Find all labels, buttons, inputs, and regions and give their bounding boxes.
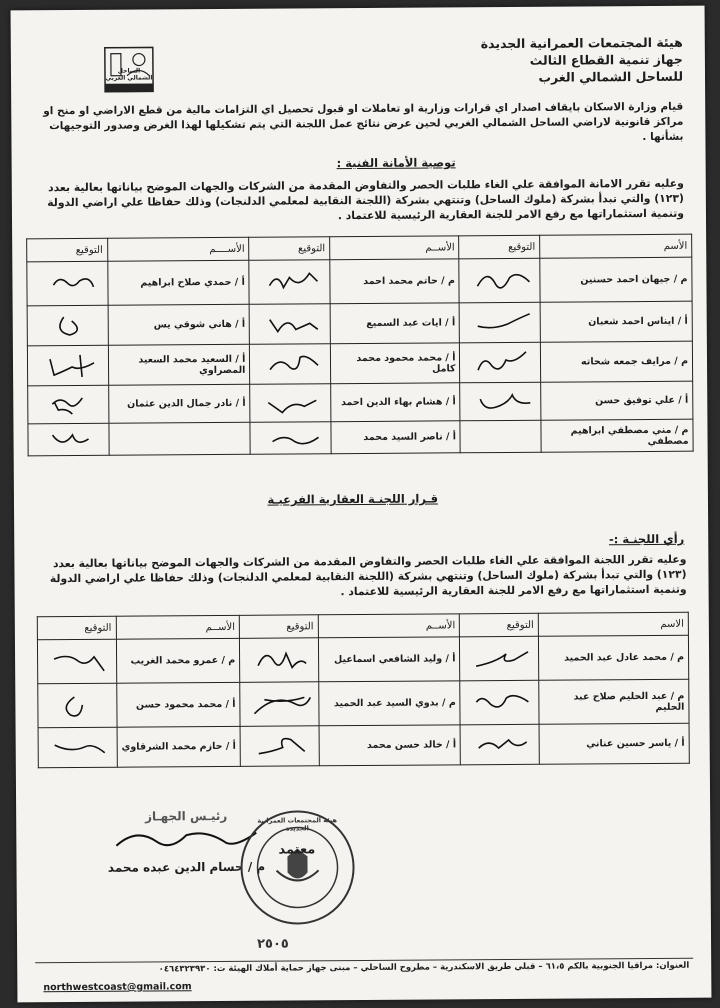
signature: [37, 639, 116, 684]
col-header-name-b: الأســم: [318, 614, 460, 638]
signature: [460, 420, 541, 453]
col-header-name-b: الأســم: [330, 236, 460, 260]
section2-heading: قـرار اللجنـة العقارية الفرعيـة: [267, 491, 439, 507]
table-row: [27, 301, 692, 346]
col-header-name-c: الأســــم: [107, 237, 249, 261]
signature: [250, 344, 331, 385]
table-row: [28, 381, 693, 424]
member-name: أ / ايناس احمد شعبان: [540, 301, 692, 342]
member-name: [109, 422, 251, 455]
section1-paragraph: وعليه تقرر الامانة الموافقة علي الغاء طلبات الحصر والتفاوض المقدمة من الشركات والجهات الموضح بياناتها بعالية بعدد (١٢٣) والتي تبدأ بشركة (ملوك الساحل) وتنتهي بشركة (اللجنة النقابية لمعلمي الدلنجات) وذلك حفاظا علي اراضي الدولة وتنمية استثماراتها مع رفع الامر للجنة العقارية الرئيسية للاعتماد .: [47, 176, 685, 223]
col-header-sign: التوقيع: [459, 235, 540, 259]
member-name: م / مرايف جمعه شحاته: [540, 341, 692, 382]
col-header-sign-c: التوقيع: [27, 238, 108, 262]
member-name: م / عبد الحليم صلاح عبد الحليم: [539, 679, 689, 724]
table-row: [37, 635, 688, 684]
member-name: أ / ايات عبد السميع: [330, 303, 460, 344]
signature: [28, 385, 109, 424]
signature: [460, 724, 539, 765]
signature: [460, 302, 541, 343]
signature: [460, 636, 539, 681]
member-name: أ / حمدي صلاح ابراهيم: [107, 260, 249, 305]
table-row: [28, 419, 693, 456]
signature: [249, 260, 330, 305]
member-name: م / جيهان احمد حسنين: [540, 257, 692, 302]
footer-address: العنوان: مراقيا الجنوبية بالكم ٦١،٥ – قبلي طريق الاسكندرية – مطروح الساحلي – مبنى جهاز حماية أملاك الهيئة ت: ٠٤٦٤٣٢٣٩٣٠: [158, 960, 690, 975]
signature: [27, 345, 108, 386]
letterhead: [343, 34, 683, 87]
signature: [460, 382, 541, 421]
seal-text: هيئة المجتمعات العمرانية الجديدة: [257, 816, 338, 833]
signature: [28, 423, 109, 456]
signature: [460, 680, 539, 725]
committee-table-2: [37, 612, 690, 769]
signature: [240, 638, 319, 683]
opinion-heading: رأي اللجنـة :-: [608, 531, 685, 547]
signature: [250, 422, 331, 455]
member-name: أ / خالد حسن محمد: [319, 725, 461, 766]
member-name: أ / هشام بهاء الدين احمد: [331, 383, 461, 422]
approval-stamp: معتمد: [278, 842, 316, 858]
signature: [38, 683, 117, 728]
table-row: [38, 679, 689, 728]
letterhead-line-2: جهاز تنمية القطاع الثالث: [529, 51, 683, 68]
member-name: م / حاتم محمد احمد: [330, 259, 460, 304]
signoff-title: رئيـس الجهـاز: [144, 808, 228, 824]
signature: [38, 727, 117, 768]
col-header-sign: التوقيع: [460, 613, 539, 637]
section1-heading: توصية الأمانة الفنية :: [336, 155, 456, 171]
footer-email: northwestcoast@gmail.com: [43, 981, 192, 994]
member-name: م / مني مصطفي ابراهيم مصطفي: [541, 419, 693, 452]
signature: [27, 305, 108, 346]
member-name: م / محمد عادل عبد الحميد: [538, 635, 688, 680]
member-name: أ / وليد الشافعي اسماعيل: [318, 637, 460, 682]
signature: [249, 304, 330, 345]
letterhead-line-3: للساحل الشمالي الغرب: [538, 68, 684, 85]
signature: [27, 261, 108, 306]
member-name: أ / محمد محمود حسن: [116, 682, 240, 727]
col-header-name: الأسم: [540, 234, 692, 258]
member-name: أ / السعيد محمد السعيد المصراوي: [108, 344, 250, 385]
member-name: أ / حازم محمد الشرقاوي: [117, 726, 241, 767]
member-name: أ / ناصر السيد محمد: [331, 421, 461, 454]
table-row: [27, 341, 692, 386]
col-header-sign-c: التوقيع: [37, 616, 116, 640]
col-header-name: الاسم: [538, 612, 688, 636]
signature: [240, 726, 319, 767]
letterhead-line-1: هيئة المجتمعات العمرانية الجديدة: [480, 34, 683, 52]
member-name: أ / هاني شوقي يس: [108, 304, 250, 345]
signature: [240, 682, 319, 727]
section2-paragraph: وعليه تقرر اللجنة الموافقة علي الغاء طلبات الحصر والتفاوض المقدمة من الشركات والجهات الموضح بياناتها بعالية بعدد (١٢٣) والتي تبدأ بشركة (ملوك الساحل) وتنتهي بشركة (اللجنة النقابية لمعلمي الدلنجات) وذلك حفاظا علي اراضي الدولة وتنمية استثماراتها مع رفع الامر للجنة العقارية الرئيسية للاعتماد .: [49, 552, 687, 599]
member-name: أ / علي توفيق حسن: [541, 381, 693, 420]
signoff-name: م / حسام الدين عبده محمد: [107, 859, 266, 875]
committee-table-1: [26, 234, 694, 457]
logo-text: الساحل الشمالي الغربي: [105, 67, 153, 82]
member-name: م / بدوي السيد عبد الحميد: [318, 681, 460, 726]
col-header-sign-b: التوقيع: [249, 237, 330, 261]
col-header-sign-b: التوقيع: [239, 615, 318, 639]
signature: [460, 342, 541, 383]
signature: [459, 258, 540, 303]
member-name: أ / محمد محمود محمد كامل: [330, 343, 460, 384]
signature: [250, 384, 331, 423]
handwritten-number: ٢٥٠٥: [257, 936, 289, 952]
member-name: أ / ياسر حسين عناني: [539, 723, 689, 764]
table-row: [27, 257, 692, 306]
member-name: أ / نادر جمال الدين عثمان: [108, 384, 250, 423]
col-header-name-c: الأســم: [116, 615, 240, 639]
intro-paragraph: قيام وزارة الاسكان بايقاف اصدار اي قرارات وزارية او تعاملات او قبول تحصيل اي التزامات مالية من قطع الاراضي او منح او مراكز قانونية لاراضي الساحل الشمالي الغربي لحين عرض نتائج عمل اللجنة التي يتم تشكيلها لهذا الغرض وصدور التوجيهات بشأنها .: [43, 100, 684, 144]
document-page: [11, 6, 712, 1003]
table-row: [38, 723, 689, 768]
member-name: م / عمرو محمد الغريب: [116, 638, 240, 683]
